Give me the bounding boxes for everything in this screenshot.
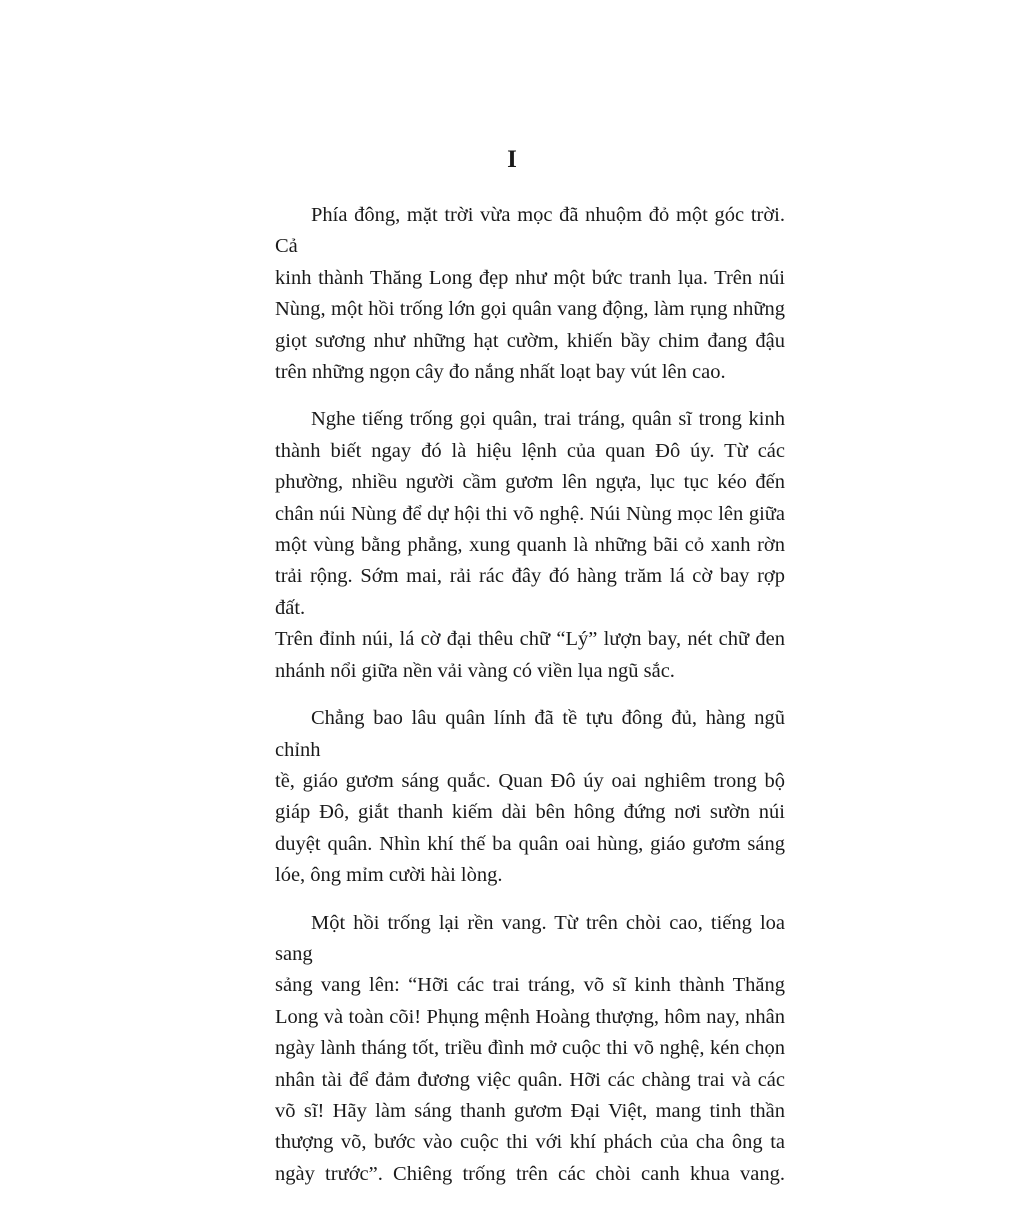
paragraph-2 [275,404,785,687]
paragraph-1 [275,200,785,388]
text-line: phường, nhiều người cầm gươm lên ngựa, lục tục kéo đến [275,471,785,494]
text-line: giọt sương như những hạt cườm, khiến bầy chim đang đậu [275,329,785,352]
text-line: tề, giáo gươm sáng quắc. Quan Đô úy oai nghiêm trong bộ [275,769,785,792]
text-line: Một hồi trống lại rền vang. Từ trên chòi cao, tiếng loa sang [275,911,785,965]
text-line: trên những ngọn cây đo nắng nhất loạt bay vút lên cao. [275,361,726,384]
text-line: Chẳng bao lâu quân lính đã tề tựu đông đủ, hàng ngũ chỉnh [275,707,785,761]
text-line: võ sĩ! Hãy làm sáng thanh gươm Đại Việt, mang tinh thần [275,1099,785,1122]
text-line: kinh thành Thăng Long đẹp như một bức tranh lụa. Trên núi [275,266,785,289]
text-line: chân núi Nùng để dự hội thi võ nghệ. Núi Nùng mọc lên giữa [275,502,785,525]
text-line: lóe, ông mỉm cười hài lòng. [275,864,503,887]
text-line: thành biết ngay đó là hiệu lệnh của quan Đô úy. Từ các [275,439,785,462]
text-line: duyệt quân. Nhìn khí thế ba quân oai hùng, giáo gươm sáng [275,832,785,855]
chapter-title: I [507,146,517,173]
text-line: Phía đông, mặt trời vừa mọc đã nhuộm đỏ một góc trời. Cả [275,204,785,258]
text-line: nhánh nổi giữa nền vải vàng có viền lụa ngũ sắc. [275,659,675,682]
text-line: ngày trước”. Chiêng trống trên các chòi canh khua vang. [275,1162,785,1185]
text-line: một vùng bằng phẳng, xung quanh là những bãi cỏ xanh rờn [275,534,785,557]
text-line: Long và toàn cõi! Phụng mệnh Hoàng thượng, hôm nay, nhân [275,1005,785,1028]
text-line: Trên đỉnh núi, lá cờ đại thêu chữ “Lý” lượn bay, nét chữ đen [275,628,785,651]
text-line: Nghe tiếng trống gọi quân, trai tráng, quân sĩ trong kinh [311,408,785,431]
paragraph-3 [275,703,785,891]
body-text [275,200,785,1206]
text-line: thượng võ, bước vào cuộc thi với khí phách của cha ông ta [275,1131,785,1154]
paragraph-4 [275,908,785,1191]
text-line: ngày lành tháng tốt, triều đình mở cuộc thi võ nghệ, kén chọn [275,1037,785,1060]
text-line: sảng vang lên: “Hỡi các trai tráng, võ sĩ kinh thành Thăng [275,974,785,997]
text-line: trải rộng. Sớm mai, rải rác đây đó hàng trăm lá cờ bay rợp đất. [275,565,785,619]
text-line: nhân tài để đảm đương việc quân. Hỡi các chàng trai và các [275,1068,785,1091]
text-line: giáp Đô, giắt thanh kiếm dài bên hông đứng nơi sườn núi [275,801,785,824]
text-line: Nùng, một hồi trống lớn gọi quân vang động, làm rụng những [275,298,785,321]
